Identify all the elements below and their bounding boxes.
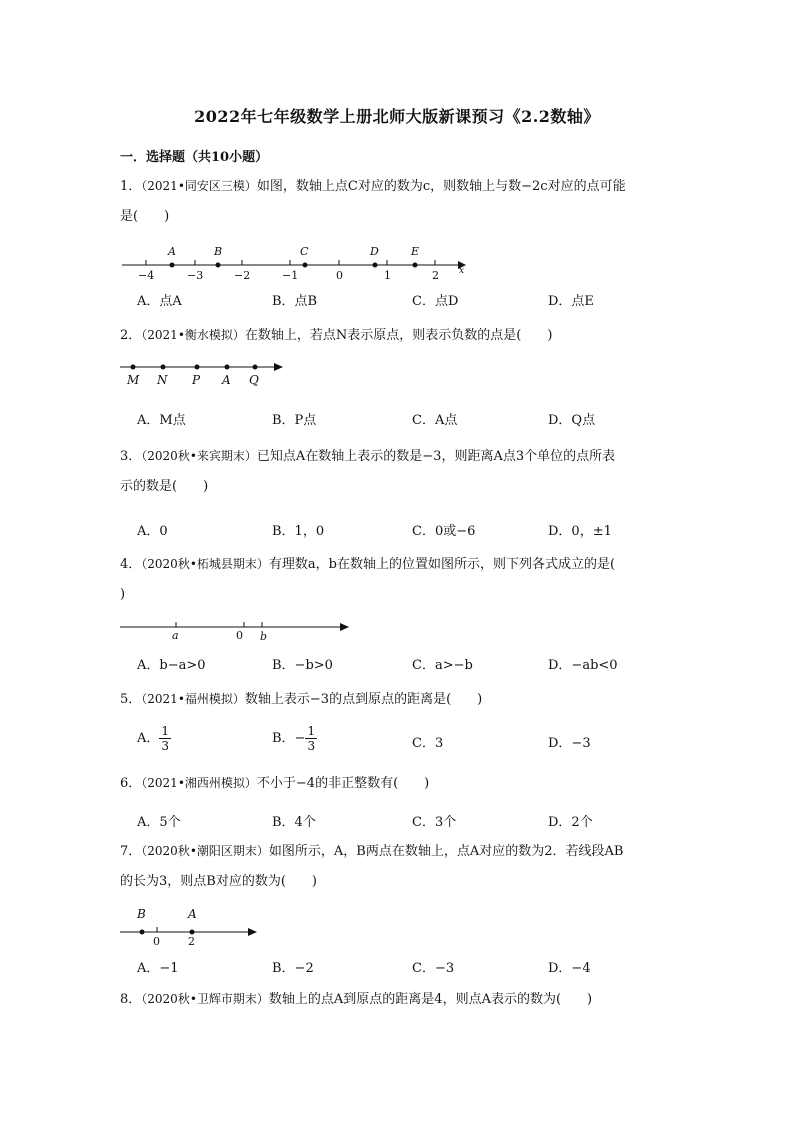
point-label: A xyxy=(222,373,231,387)
question-8 xyxy=(120,984,680,1015)
question-text-cont: ) xyxy=(120,587,126,602)
question-number: 6． xyxy=(120,776,142,791)
option-d[interactable]: D．点E xyxy=(548,294,594,309)
option-a[interactable]: A．−1 xyxy=(137,961,179,976)
option-c[interactable]: C．−3 xyxy=(412,961,455,976)
point-label: Q xyxy=(249,373,259,387)
question-text: 数轴上的点A到原点的距离是4，则点A表示的数为( ) xyxy=(268,992,593,1007)
question-number: 7． xyxy=(120,844,142,859)
page-title: 2022年七年级数学上册北师大版新课预习《2.2数轴》 xyxy=(194,107,600,126)
option-a[interactable]: A．b−a>0 xyxy=(137,658,206,673)
question-text-cont: 的长为3，则点B对应的数为( ) xyxy=(120,874,317,889)
option-c[interactable]: C．点D xyxy=(412,294,459,309)
option-c[interactable]: C．0或−6 xyxy=(412,524,476,539)
option-d[interactable]: D．0，±1 xyxy=(548,524,612,539)
point-label: A xyxy=(168,245,176,258)
question-source: （2020秋•来宾期末） xyxy=(141,449,257,463)
point-label: E xyxy=(411,245,420,258)
option-a[interactable]: A．点A xyxy=(137,294,182,309)
fraction: $\frac{1}{3}$ xyxy=(161,724,170,753)
point-label: B xyxy=(137,907,146,921)
question-source: （2020秋•卫辉市期末） xyxy=(141,992,269,1006)
tick-label: −1 xyxy=(282,269,299,282)
point-label: D xyxy=(370,245,379,258)
option-c[interactable]: C．3 xyxy=(412,736,444,751)
fraction: $\frac{1}{3}$ xyxy=(307,724,316,753)
tick-label: −4 xyxy=(138,269,155,282)
question-text: 已知点A在数轴上表示的数是−3，则距离A点3个单位的点所表 xyxy=(256,449,616,464)
point-label: a xyxy=(172,629,179,642)
question-number: 3． xyxy=(120,449,142,464)
question-text-cont: 是( ) xyxy=(120,209,170,224)
option-b[interactable]: B．−2 xyxy=(272,961,314,976)
option-c[interactable]: C．A点 xyxy=(412,413,458,428)
point-label: N xyxy=(157,373,168,387)
question-number: 2． xyxy=(120,328,142,343)
point-label: M xyxy=(127,373,140,387)
tick-label: 2 xyxy=(432,269,439,282)
question-text: 有理数a，b在数轴上的位置如图所示，则下列各式成立的是( xyxy=(268,557,616,572)
question-number: 5． xyxy=(120,692,142,707)
question-number: 1． xyxy=(120,179,142,194)
option-d[interactable]: D．2个 xyxy=(548,815,593,830)
question-source: （2021•湘西州模拟） xyxy=(141,776,257,790)
option-d[interactable]: D．−3 xyxy=(548,736,591,751)
question-source: （2021•福州模拟） xyxy=(141,692,245,706)
option-b[interactable]: B．− $\frac{1}{3}$ xyxy=(272,724,316,753)
point-label: B xyxy=(214,245,223,258)
tick-label: 0 xyxy=(236,629,243,642)
question-source: （2020秋•潮阳区期末） xyxy=(141,844,269,858)
option-d[interactable]: D．−4 xyxy=(548,961,591,976)
option-d[interactable]: D．Q点 xyxy=(548,413,596,428)
option-a[interactable]: A． $\frac{1}{3}$ xyxy=(137,724,170,753)
section-heading: 一．选择题（共10小题） xyxy=(120,150,269,165)
option-a[interactable]: A．M点 xyxy=(137,413,186,428)
question-source: （2021•同安区三模） xyxy=(141,179,257,193)
question-text: 不小于−4的非正整数有( ) xyxy=(256,776,430,791)
question-text: 如图，数轴上点C对应的数为c，则数轴上与数−2c对应的点可能 xyxy=(256,179,626,194)
axis-label: x xyxy=(459,266,465,276)
question-source: （2020秋•柘城县期末） xyxy=(141,557,269,571)
question-text: 数轴上表示−3的点到原点的距离是( ) xyxy=(244,692,483,707)
question-text: 在数轴上，若点N表示原点，则表示负数的点是( ) xyxy=(244,328,553,343)
option-b[interactable]: B．4个 xyxy=(272,815,316,830)
option-c[interactable]: C．a>−b xyxy=(412,658,473,673)
tick-label: 0 xyxy=(153,935,160,948)
question-text: 如图所示，A，B两点在数轴上，点A对应的数为2．若线段AB xyxy=(268,844,624,859)
question-number: 4． xyxy=(120,557,142,572)
question-text-cont: 示的数是( ) xyxy=(120,479,209,494)
option-b[interactable]: B．点B xyxy=(272,294,318,309)
point-label: P xyxy=(192,373,201,387)
option-b[interactable]: B．−b>0 xyxy=(272,658,333,673)
option-a[interactable]: A．0 xyxy=(137,524,168,539)
option-d[interactable]: D．−ab<0 xyxy=(548,658,618,673)
tick-label: 0 xyxy=(336,269,343,282)
point-label: A xyxy=(188,907,197,921)
tick-label: −2 xyxy=(234,269,251,282)
option-b[interactable]: B．1，0 xyxy=(272,524,325,539)
tick-label: −3 xyxy=(187,269,204,282)
question-source: （2021•衡水模拟） xyxy=(141,328,245,342)
option-a[interactable]: A．5个 xyxy=(137,815,181,830)
point-label: C xyxy=(300,245,309,258)
tick-label: 2 xyxy=(188,935,195,948)
question-number: 8． xyxy=(120,992,142,1007)
option-b[interactable]: B．P点 xyxy=(272,413,317,428)
option-c[interactable]: C．3个 xyxy=(412,815,457,830)
point-label: b xyxy=(260,630,268,643)
tick-label: 1 xyxy=(384,269,391,282)
